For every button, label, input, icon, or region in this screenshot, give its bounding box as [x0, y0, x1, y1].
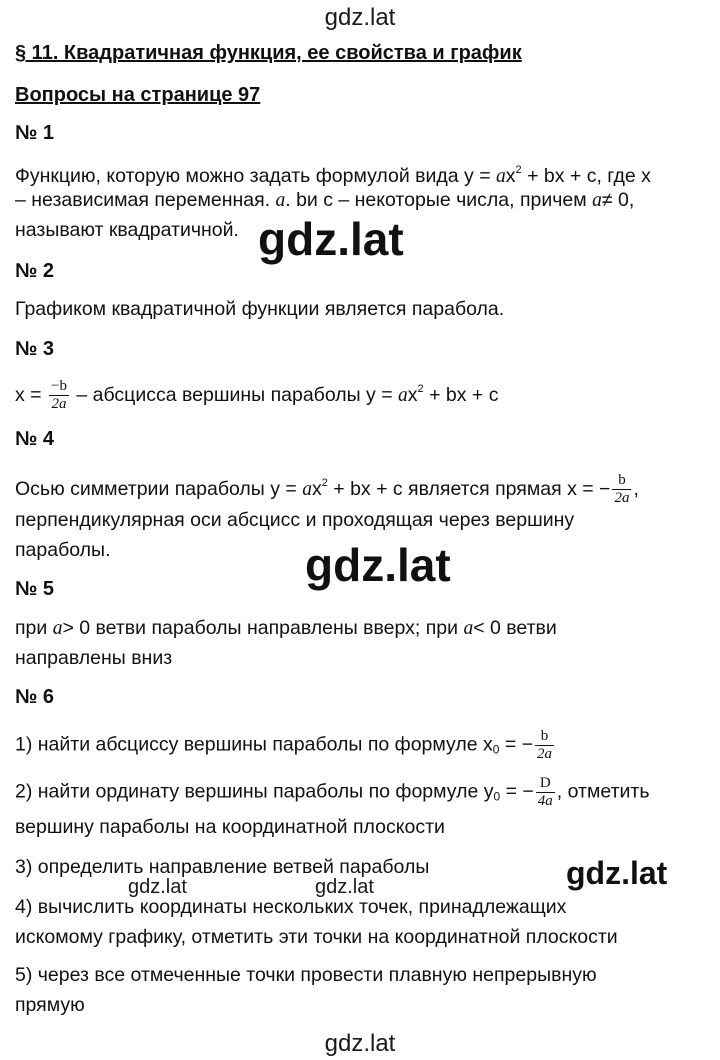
q6-step-3: 3) определить направление ветвей параболы: [15, 856, 430, 878]
watermark-top: gdz.lat: [324, 4, 396, 31]
question-number-5: № 5: [15, 578, 54, 600]
question-number-1: № 1: [15, 122, 54, 144]
watermark-small-2: gdz.lat: [315, 876, 374, 898]
q4-line-3: параболы.: [15, 539, 111, 561]
q6-step-2-line-2: вершину параболы на координатной плоскости: [15, 816, 445, 838]
q1-line-1: Функцию, которую можно задать формулой вида $y = ax^2$ + bx + c, где x: [15, 164, 651, 187]
q6-step-5-line-1: 5) через все отмеченные точки провести плавную непрерывную: [15, 964, 597, 986]
q1-line-2: – независимая переменная. a. bи c – некоторые числа, причем a≠ 0,: [15, 189, 635, 211]
question-number-6: № 6: [15, 686, 54, 708]
q4-fraction: $\frac{b}{2a}$: [614, 472, 630, 507]
q2-text: Графиком квадратичной функции является парабола.: [15, 298, 505, 320]
question-number-4: № 4: [15, 428, 54, 450]
q1-line-3: называют квадратичной.: [15, 219, 239, 241]
q5-line-1: при a> 0 ветви параболы направлены вверх; при a< 0 ветви: [15, 617, 557, 639]
watermark-medium: gdz.lat: [566, 855, 668, 891]
question-number-2: № 2: [15, 260, 54, 282]
watermark-large-2: gdz.lat: [305, 539, 451, 591]
q6-step-1: 1) найти абсциссу вершины параболы по формуле $x_0$ = − $\frac{b}{2a}$: [15, 728, 553, 762]
q6-step-4-line-2: искомому графику, отметить эти точки на координатной плоскости: [15, 926, 618, 948]
watermark-bottom: gdz.lat: [324, 1030, 396, 1057]
section-title: § 11. Квадратичная функция, ее свойства и график: [15, 42, 522, 64]
q4-line-1: Осью симметрии параболы $y = ax^2$ + bx + c является прямая x = − $\frac{b}{2a}$ ,: [15, 472, 639, 507]
q5-line-2: направлены вниз: [15, 647, 173, 669]
page-subtitle: Вопросы на странице 97: [15, 84, 261, 106]
q6-step-2: 2) найти ординату вершины параболы по формуле $y_0$ = − $\frac{D}{4a}$ , отметить: [15, 775, 650, 809]
q6-step-4-line-1: 4) вычислить координаты нескольких точек, принадлежащих: [15, 896, 567, 918]
q3-fraction: $\frac{-b}{2a}$: [50, 378, 67, 413]
watermark-small-1: gdz.lat: [128, 876, 187, 898]
q6-step-5-line-2: прямую: [15, 994, 85, 1016]
q6-step2-fraction: $\frac{D}{4a}$: [537, 775, 553, 809]
q6-step1-fraction: $\frac{b}{2a}$: [537, 728, 553, 762]
question-number-3: № 3: [15, 338, 54, 360]
q3-line: x = $\frac{-b}{2a}$ – абсцисса вершины параболы $y = ax^2$ + bx + c: [15, 378, 499, 413]
watermark-large-1: gdz.lat: [258, 213, 404, 265]
q4-line-2: перпендикулярная оси абсцисс и проходящая через вершину: [15, 509, 575, 531]
